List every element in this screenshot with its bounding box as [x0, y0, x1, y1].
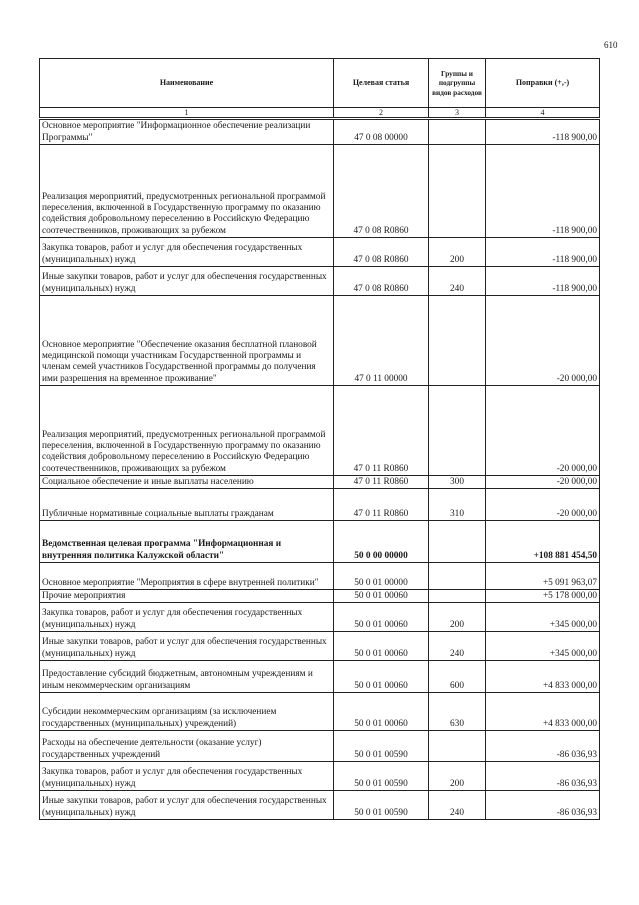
- row-code: 50 0 01 00000: [334, 563, 429, 590]
- table-row: [40, 296, 600, 386]
- column-number: 1: [40, 108, 334, 119]
- table-row: [40, 386, 600, 476]
- column-number: 2: [334, 108, 429, 119]
- row-name: Основное мероприятие "Мероприятия в сфере внутренней политики": [40, 563, 334, 590]
- row-amount: -118 900,00: [486, 267, 600, 296]
- table-header-row: [40, 59, 600, 108]
- row-code: 47 0 11 R0860: [334, 489, 429, 521]
- row-name: Публичные нормативные социальные выплаты гражданам: [40, 489, 334, 521]
- row-code: 47 0 08 00000: [334, 119, 429, 145]
- table-row: [40, 693, 600, 731]
- row-code: 50 0 01 00060: [334, 632, 429, 661]
- row-code: 50 0 01 00590: [334, 731, 429, 762]
- table-row: [40, 489, 600, 521]
- row-name: Социальное обеспечение и иные выплаты населению: [40, 476, 334, 489]
- row-name: Ведомственная целевая программа "Информационная и внутренняя политика Калужской области": [40, 521, 334, 563]
- row-amount: +108 881 454,50: [486, 521, 600, 563]
- row-group: 630: [429, 693, 486, 731]
- column-number: 4: [486, 108, 600, 119]
- table-row: [40, 119, 600, 145]
- row-name: Иные закупки товаров, работ и услуг для обеспечения государственных (муниципальных) нужд: [40, 632, 334, 661]
- column-number: 3: [429, 108, 486, 119]
- row-amount: +345 000,00: [486, 632, 600, 661]
- row-code: 50 0 01 00060: [334, 661, 429, 693]
- row-group: 240: [429, 632, 486, 661]
- row-name: Реализация мероприятий, предусмотренных региональной программой переселения, включенной в Государственную программу по оказанию содействия добровольному переселению в Российскую Федерацию соотечественников, проживающих за рубежом: [40, 145, 334, 238]
- row-amount: +4 833 000,00: [486, 693, 600, 731]
- table-row: [40, 731, 600, 762]
- row-amount: -20 000,00: [486, 296, 600, 386]
- row-amount: +4 833 000,00: [486, 661, 600, 693]
- row-amount: -118 900,00: [486, 119, 600, 145]
- row-group: 300: [429, 476, 486, 489]
- row-code: 50 0 01 00060: [334, 693, 429, 731]
- row-code: 50 0 01 00060: [334, 603, 429, 632]
- row-name: Закупка товаров, работ и услуг для обеспечения государственных (муниципальных) нужд: [40, 238, 334, 267]
- page-number: 610: [604, 40, 618, 50]
- row-amount: +5 091 963,07: [486, 563, 600, 590]
- row-amount: -20 000,00: [486, 489, 600, 521]
- row-group: [429, 386, 486, 476]
- budget-amendments-table: [39, 58, 600, 820]
- header-group: Группы и подгруппы видов расходов: [429, 59, 486, 108]
- row-name: Основное мероприятие "Обеспечение оказания бесплатной плановой медицинской помощи участникам Государственной программы и членам семей участников Государственной программы до получения ими разрешения на временное проживание": [40, 296, 334, 386]
- row-group: [429, 590, 486, 603]
- row-name: Расходы на обеспечение деятельности (оказание услуг) государственных учреждений: [40, 731, 334, 762]
- row-group: [429, 296, 486, 386]
- row-name: Иные закупки товаров, работ и услуг для обеспечения государственных (муниципальных) нужд: [40, 267, 334, 296]
- table-row: [40, 791, 600, 820]
- row-code: 47 0 11 R0860: [334, 476, 429, 489]
- row-group: 200: [429, 238, 486, 267]
- row-code: 50 0 01 00590: [334, 791, 429, 820]
- table-row: [40, 476, 600, 489]
- row-amount: -20 000,00: [486, 476, 600, 489]
- row-amount: -20 000,00: [486, 386, 600, 476]
- row-group: 200: [429, 762, 486, 791]
- row-group: 240: [429, 791, 486, 820]
- row-group: [429, 145, 486, 238]
- row-name: Субсидии некоммерческим организациям (за исключением государственных (муниципальных) учреждений): [40, 693, 334, 731]
- header-code: Целевая статья: [334, 59, 429, 108]
- row-amount: +345 000,00: [486, 603, 600, 632]
- header-name: Наименование: [40, 59, 334, 108]
- row-code: 47 0 11 00000: [334, 296, 429, 386]
- table-row: [40, 267, 600, 296]
- row-group: [429, 521, 486, 563]
- row-group: [429, 563, 486, 590]
- row-code: 50 0 01 00060: [334, 590, 429, 603]
- header-amount: Поправки (+,-): [486, 59, 600, 108]
- row-code: 47 0 08 R0860: [334, 267, 429, 296]
- row-amount: -118 900,00: [486, 238, 600, 267]
- row-name: Реализация мероприятий, предусмотренных региональной программой переселения, включенной в Государственную программу по оказанию содействия добровольному переселению в Российскую Федерацию соотечественников, проживающих за рубежом: [40, 386, 334, 476]
- row-name: Закупка товаров, работ и услуг для обеспечения государственных (муниципальных) нужд: [40, 762, 334, 791]
- row-name: Основное мероприятие "Информационное обеспечение реализации Программы": [40, 119, 334, 145]
- row-code: 47 0 08 R0860: [334, 145, 429, 238]
- row-group: 310: [429, 489, 486, 521]
- table-row: [40, 661, 600, 693]
- row-name: Прочие мероприятия: [40, 590, 334, 603]
- row-name: Закупка товаров, работ и услуг для обеспечения государственных (муниципальных) нужд: [40, 603, 334, 632]
- table-row: [40, 632, 600, 661]
- table-row: [40, 762, 600, 791]
- row-group: [429, 731, 486, 762]
- table-row: [40, 521, 600, 563]
- row-group: 600: [429, 661, 486, 693]
- row-group: 240: [429, 267, 486, 296]
- table-row: [40, 238, 600, 267]
- table-row: [40, 603, 600, 632]
- row-group: 200: [429, 603, 486, 632]
- row-amount: -86 036,93: [486, 731, 600, 762]
- row-group: [429, 119, 486, 145]
- row-name: Иные закупки товаров, работ и услуг для обеспечения государственных (муниципальных) нужд: [40, 791, 334, 820]
- row-code: 50 0 00 00000: [334, 521, 429, 563]
- row-code: 50 0 01 00590: [334, 762, 429, 791]
- row-code: 47 0 08 R0860: [334, 238, 429, 267]
- row-amount: -86 036,93: [486, 791, 600, 820]
- row-amount: +5 178 000,00: [486, 590, 600, 603]
- table-row: [40, 563, 600, 590]
- row-code: 47 0 11 R0860: [334, 386, 429, 476]
- column-number-row: [40, 108, 600, 119]
- row-amount: -118 900,00: [486, 145, 600, 238]
- row-amount: -86 036,93: [486, 762, 600, 791]
- row-name: Предоставление субсидий бюджетным, автономным учреждениям и иным некоммерческим организациям: [40, 661, 334, 693]
- table-row: [40, 145, 600, 238]
- table-row: [40, 590, 600, 603]
